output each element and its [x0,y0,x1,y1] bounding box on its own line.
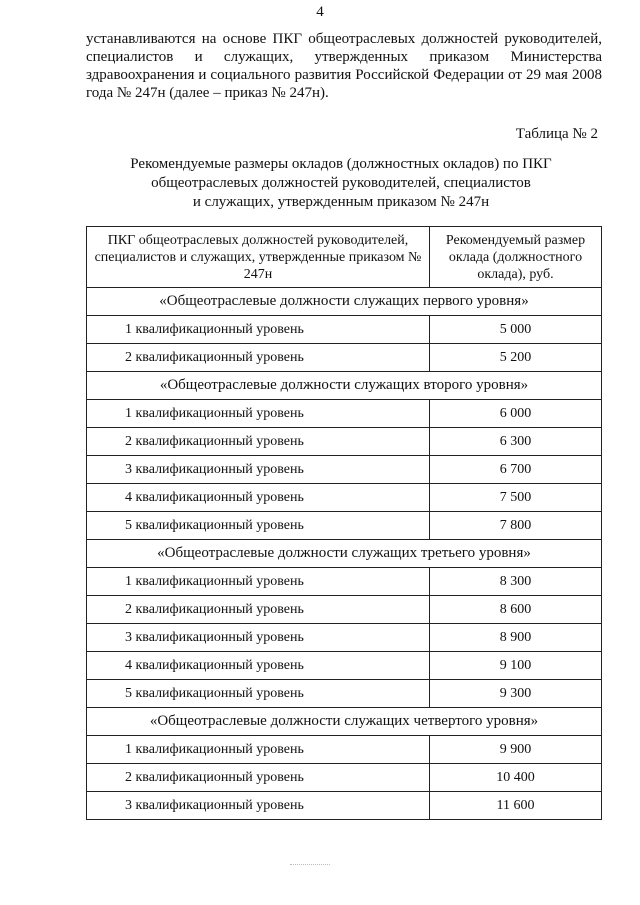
table-row [87,624,602,652]
table-row [87,456,602,484]
table-caption [96,155,586,212]
group-title: «Общеотраслевые должности служащих второго уровня» [87,372,602,400]
caption-line: и служащих, утвержденным приказом № 247н [192,194,490,210]
qualification-level: 2 квалификационный уровень [87,764,430,792]
qualification-level: 3 квалификационный уровень [87,624,430,652]
salary-amount: 7 800 [430,512,602,540]
salary-amount: 6 700 [430,456,602,484]
header-salary: Рекомендуемый размер оклада (должностного оклада), руб. [430,227,602,288]
qualification-level: 2 квалификационный уровень [87,344,430,372]
qualification-level: 5 квалификационный уровень [87,680,430,708]
salary-table-body [87,288,602,820]
group-title: «Общеотраслевые должности служащих четвертого уровня» [87,708,602,736]
salary-table [86,226,602,820]
qualification-level: 1 квалификационный уровень [87,316,430,344]
group-row [87,708,602,736]
table-row [87,428,602,456]
qualification-level: 2 квалификационный уровень [87,596,430,624]
qualification-level: 1 квалификационный уровень [87,736,430,764]
table-row [87,596,602,624]
group-row [87,540,602,568]
footer-divider [290,864,330,865]
page-number: 4 [316,4,324,20]
salary-amount: 9 100 [430,652,602,680]
table-row [87,736,602,764]
salary-amount: 7 500 [430,484,602,512]
intro-paragraph: устанавливаются на основе ПКГ общеотраслевых должностей руководителей, специалистов и служащих, утвержденных приказом Министерства здравоохранения и социального развития Российской Федерации от 29 мая 2008 года № 247н (далее – приказ № 247н). [86,31,602,101]
qualification-level: 1 квалификационный уровень [87,568,430,596]
qualification-level: 3 квалификационный уровень [87,456,430,484]
salary-amount: 5 200 [430,344,602,372]
group-title: «Общеотраслевые должности служащих третьего уровня» [87,540,602,568]
salary-amount: 9 300 [430,680,602,708]
table-row [87,652,602,680]
qualification-level: 1 квалификационный уровень [87,400,430,428]
table-row [87,316,602,344]
table-row [87,344,602,372]
qualification-level: 5 квалификационный уровень [87,512,430,540]
caption-line: Рекомендуемые размеры окладов (должностных окладов) по ПКГ [130,156,552,172]
group-row [87,372,602,400]
qualification-level: 4 квалификационный уровень [87,652,430,680]
salary-amount: 6 000 [430,400,602,428]
salary-amount: 10 400 [430,764,602,792]
salary-amount: 8 900 [430,624,602,652]
group-row [87,288,602,316]
table-row [87,568,602,596]
table-row [87,764,602,792]
salary-amount: 8 600 [430,596,602,624]
salary-amount: 11 600 [430,792,602,820]
salary-amount: 8 300 [430,568,602,596]
qualification-level: 4 квалификационный уровень [87,484,430,512]
group-title: «Общеотраслевые должности служащих первого уровня» [87,288,602,316]
salary-amount: 6 300 [430,428,602,456]
qualification-level: 2 квалификационный уровень [87,428,430,456]
table-row [87,792,602,820]
table-header-row [87,227,602,288]
table-row [87,512,602,540]
header-pkg: ПКГ общеотраслевых должностей руководителей, специалистов и служащих, утвержденные приказом № 247н [87,227,430,288]
qualification-level: 3 квалификационный уровень [87,792,430,820]
salary-amount: 9 900 [430,736,602,764]
caption-line: общеотраслевых должностей руководителей, специалистов [151,175,531,191]
salary-amount: 5 000 [430,316,602,344]
table-row [87,400,602,428]
table-row [87,484,602,512]
table-row [87,680,602,708]
table-label: Таблица № 2 [515,126,598,142]
